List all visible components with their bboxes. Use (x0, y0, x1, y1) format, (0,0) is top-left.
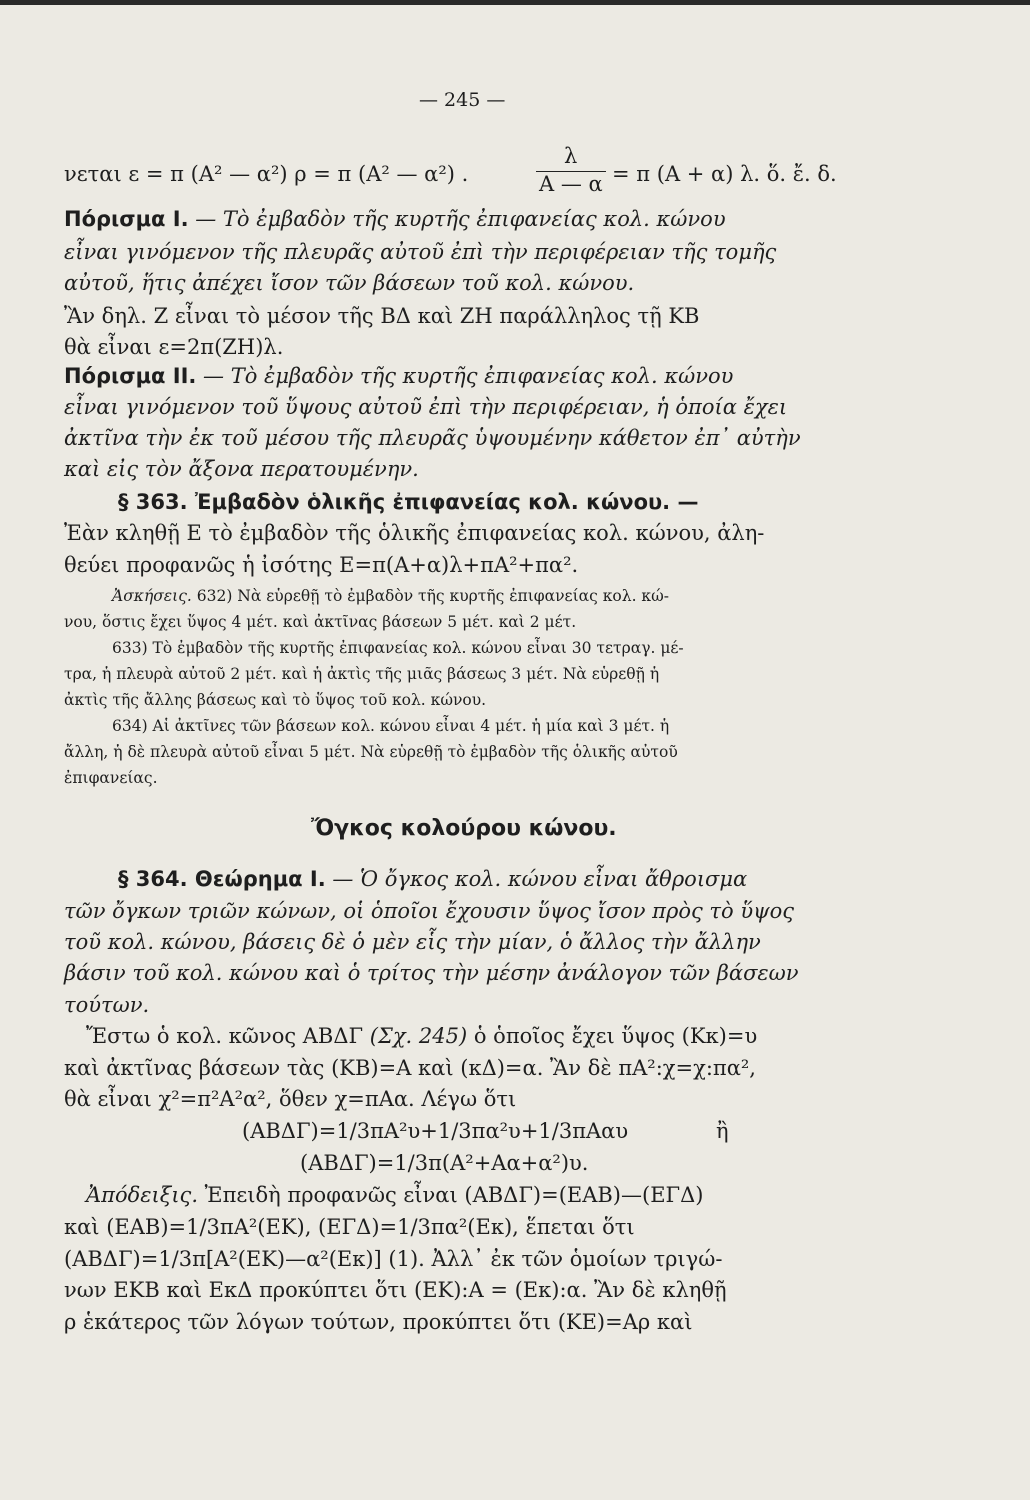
section-364-line-2: τῶν ὄγκων τριῶν κώνων, οἱ ὁποῖοι ἔχουσιν ὕψος ἴσον πρὸς τὸ ὕψος (64, 899, 794, 923)
exercises-label: Ἀσκήσεις. (112, 587, 192, 605)
section-363-line-3: θεύει προφανῶς ἡ ἰσότης Ε=π(Α+α)λ+πΑ²+πα². (64, 553, 579, 577)
exercise-634-line-2: ἄλλη, ἡ δὲ πλευρὰ αὐτοῦ εἶναι 5 μέτ. Νὰ εὑρεθῇ τὸ ἐμβαδὸν τῆς ὁλικῆς αὐτοῦ (64, 743, 678, 761)
proof-label: Ἀπόδειξις. (86, 1183, 198, 1207)
section-363-heading: § 363. Ἐμβαδὸν ὁλικῆς ἐπιφανείας κολ. κώνου. — (118, 490, 699, 514)
formula-line (64, 144, 876, 197)
volume-heading: Ὄγκος κολούρου κώνου. (311, 816, 617, 841)
porisma-2-label: Πόρισμα ΙΙ. (64, 364, 197, 388)
porisma-1-label: Πόρισμα Ι. (64, 207, 189, 231)
proof-setup-text-b: ὁ ὁποῖος ἔχει ὕψος (Κκ)=υ (467, 1024, 758, 1048)
exercise-632-text: 632) Νὰ εὑρεθῇ τὸ ἐμβαδὸν τῆς κυρτῆς ἐπιφανείας κολ. κώ- (191, 587, 669, 605)
equation-1-or: ἢ (716, 1119, 729, 1143)
page-number: — 245 — (419, 89, 506, 111)
proof-text: Ἐπειδὴ προφανῶς εἶναι (ΑΒΔΓ)=(ΕΑΒ)—(ΕΓΔ) (198, 1183, 704, 1207)
section-364-text: — Ὁ ὄγκος κολ. κώνου εἶναι ἄθροισμα (325, 867, 748, 891)
formula-denominator: Α — α (539, 172, 603, 196)
proof-setup-line-1 (86, 1023, 757, 1049)
porisma-2-line-1 (64, 363, 733, 389)
exercise-633-line-2: τρα, ἡ πλευρὰ αὐτοῦ 2 μέτ. καὶ ἡ ἀκτὶς τῆς μιᾶς βάσεως 3 μέτ. Νὰ εὑρεθῇ ἡ (64, 665, 660, 683)
exercise-632-line-1 (112, 586, 669, 606)
exercise-632-line-2: νου, ὅστις ἔχει ὕψος 4 μέτ. καὶ ἀκτῖνας βάσεων 5 μέτ. καὶ 2 μέτ. (64, 613, 577, 631)
section-364-label: § 364. Θεώρημα Ι. (118, 867, 326, 891)
figure-reference: (Σχ. 245) (369, 1024, 468, 1048)
exercise-633-line-1: 633) Τὸ ἐμβαδὸν τῆς κυρτῆς ἐπιφανείας κολ. κώνου εἶναι 30 τετραγ. μέ- (112, 639, 684, 657)
porisma-2-text: — Τὸ ἐμβαδὸν τῆς κυρτῆς ἐπιφανείας κολ. κώνου (196, 364, 734, 388)
proof-setup-line-2: καὶ ἀκτῖνας βάσεων τὰς (ΚΒ)=Α καὶ (κΔ)=α. Ἂν δὲ πΑ²:χ=χ:πα², (64, 1056, 756, 1080)
exercise-634-line-1: 634) Αἱ ἀκτῖνες τῶν βάσεων κολ. κώνου εἶναι 4 μέτ. ἡ μία καὶ 3 μέτ. ἡ (112, 717, 670, 735)
porisma-2-line-3: ἀκτῖνα τὴν ἐκ τοῦ μέσου τῆς πλευρᾶς ὑψουμένην κάθετον ἐπ᾽ αὐτὴν (64, 426, 801, 450)
section-364-line-4: βάσιν τοῦ κολ. κώνου καὶ ὁ τρίτος τὴν μέσην ἀνάλογον τῶν βάσεων (64, 961, 799, 985)
proof-line-2: καὶ (ΕΑΒ)=1/3πΑ²(ΕΚ), (ΕΓΔ)=1/3πα²(Εκ), ἕπεται ὅτι (64, 1215, 635, 1239)
exercise-634-line-3: ἐπιφανείας. (64, 769, 158, 787)
formula-right: = π (Α + α) λ. ὅ. ἔ. δ. (612, 162, 837, 186)
section-363-line-2: Ἐὰν κληθῇ Ε τὸ ἐμβαδὸν τῆς ὁλικῆς ἐπιφανείας κολ. κώνου, ἀλη- (64, 521, 765, 545)
equation-2: (ΑΒΔΓ)=1/3π(Α²+Αα+α²)υ. (300, 1151, 589, 1175)
porisma-1-text: — Τὸ ἐμβαδὸν τῆς κυρτῆς ἐπιφανείας κολ. κώνου (188, 207, 726, 231)
porisma-1-line-1 (64, 206, 726, 232)
exercise-633-line-3: ἀκτὶς τῆς ἄλλης βάσεως καὶ τὸ ὕψος τοῦ κολ. κώνου. (64, 691, 487, 709)
porisma-1-line-5: θὰ εἶναι ε=2π(ΖΗ)λ. (64, 335, 284, 359)
section-364-line-1 (118, 866, 747, 892)
proof-line-4: νων ΕΚΒ καὶ ΕκΔ προκύπτει ὅτι (ΕΚ):Α = (Εκ):α. Ἂν δὲ κληθῇ (64, 1278, 727, 1302)
formula-left: νεται ε = π (Α² — α²) ρ = π (Α² — α²) . (64, 162, 469, 186)
proof-setup-text-a: Ἔστω ὁ κολ. κῶνος ΑΒΔΓ (86, 1024, 370, 1048)
section-364-line-3: τοῦ κολ. κώνου, βάσεις δὲ ὁ μὲν εἷς τὴν μίαν, ὁ ἄλλος τὴν ἄλλην (64, 930, 761, 954)
proof-line-3: (ΑΒΔΓ)=1/3π[Α²(ΕΚ)—α²(Εκ)] (1). Ἀλλ᾽ ἐκ τῶν ὁμοίων τριγώ- (64, 1247, 723, 1271)
porisma-1-line-2: εἶναι γινόμενον τῆς πλευρᾶς αὐτοῦ ἐπὶ τὴν περιφέρειαν τῆς τομῆς (64, 240, 777, 264)
proof-line-5: ρ ἑκάτερος τῶν λόγων τούτων, προκύπτει ὅτι (ΚΕ)=Αρ καὶ (64, 1310, 693, 1334)
porisma-1-line-4: Ἂν δηλ. Ζ εἶναι τὸ μέσον τῆς ΒΔ καὶ ΖΗ παράλληλος τῇ ΚΒ (64, 304, 700, 328)
book-page (64, 0, 876, 1500)
section-364-line-5: τούτων. (64, 993, 150, 1017)
porisma-2-line-4: καὶ εἰς τὸν ἄξονα περατουμένην. (64, 457, 419, 481)
proof-line-1 (86, 1182, 703, 1208)
equation-1: (ΑΒΔΓ)=1/3πΑ²υ+1/3πα²υ+1/3πΑαυ (242, 1119, 629, 1143)
porisma-1-line-3: αὐτοῦ, ἥτις ἀπέχει ἴσον τῶν βάσεων τοῦ κολ. κώνου. (64, 271, 635, 295)
proof-setup-line-3: θὰ εἶναι χ²=π²Α²α², ὅθεν χ=πΑα. Λέγω ὅτι (64, 1087, 517, 1111)
porisma-2-line-2: εἶναι γινόμενον τοῦ ὕψους αὐτοῦ ἐπὶ τὴν περιφέρειαν, ἡ ὁποία ἔχει (64, 395, 788, 419)
formula-numerator: λ (564, 144, 578, 168)
